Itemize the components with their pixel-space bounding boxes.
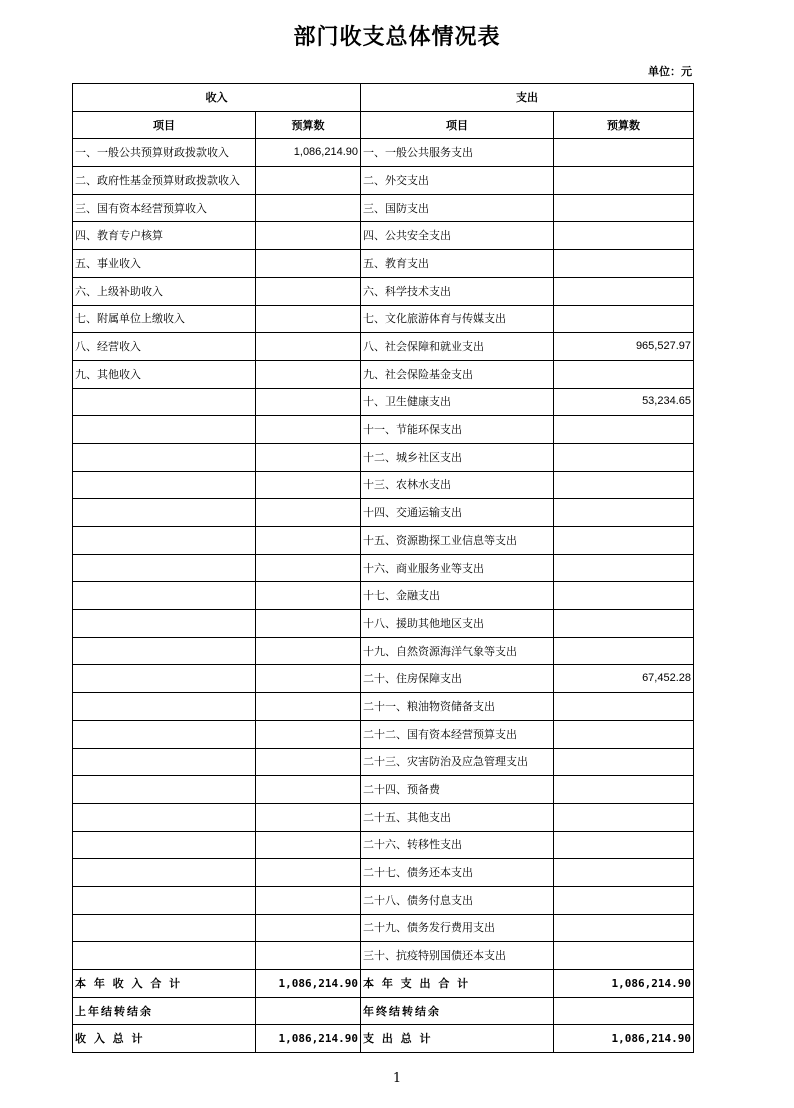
total-income-amount: 1,086,214.90: [256, 970, 361, 998]
income-amount-cell: [256, 416, 361, 444]
income-item-cell: [73, 388, 256, 416]
income-item-cell: 九、其他收入: [73, 360, 256, 388]
expense-item-cell: 十六、商业服务业等支出: [361, 554, 554, 582]
income-amount-cell: [256, 554, 361, 582]
income-amount-cell: [256, 886, 361, 914]
income-amount-cell: [256, 637, 361, 665]
expense-item-cell: 三、国防支出: [361, 194, 554, 222]
expense-amount-cell: [554, 222, 694, 250]
table-row: [73, 582, 694, 610]
expense-item-cell: 二十九、债务发行费用支出: [361, 914, 554, 942]
total-expense-label: 年终结转结余: [361, 997, 554, 1025]
expense-item-cell: 七、文化旅游体育与传媒支出: [361, 305, 554, 333]
expense-amount-cell: 67,452.28: [554, 665, 694, 693]
expense-amount-cell: [554, 942, 694, 970]
table-row: [73, 388, 694, 416]
expense-amount-cell: [554, 637, 694, 665]
expense-item-cell: 八、社会保障和就业支出: [361, 333, 554, 361]
expense-amount-cell: [554, 582, 694, 610]
income-item-cell: [73, 582, 256, 610]
total-income-label: 本 年 收 入 合 计: [73, 970, 256, 998]
expense-amount-cell: [554, 305, 694, 333]
income-item-cell: [73, 471, 256, 499]
table-row: [73, 859, 694, 887]
income-amount-cell: [256, 360, 361, 388]
income-item-cell: [73, 443, 256, 471]
income-amount-cell: [256, 277, 361, 305]
income-header: 收入: [73, 84, 361, 112]
income-item-cell: [73, 693, 256, 721]
income-amount-cell: [256, 499, 361, 527]
total-row: [73, 970, 694, 998]
expense-amount-cell: [554, 527, 694, 555]
expense-item-cell: 二十一、粮油物资储备支出: [361, 693, 554, 721]
income-item-cell: 一、一般公共预算财政拨款收入: [73, 139, 256, 167]
income-item-cell: [73, 942, 256, 970]
table-row: [73, 222, 694, 250]
expense-budget-header: 预算数: [554, 111, 694, 139]
income-item-cell: 六、上级补助收入: [73, 277, 256, 305]
expense-item-cell: 二十八、债务付息支出: [361, 886, 554, 914]
table-row: [73, 610, 694, 638]
income-amount-cell: [256, 803, 361, 831]
income-amount-cell: [256, 527, 361, 555]
header-row: [73, 84, 694, 112]
income-item-cell: [73, 859, 256, 887]
expense-item-cell: 二十三、灾害防治及应急管理支出: [361, 748, 554, 776]
table-row: [73, 167, 694, 195]
income-item-cell: [73, 831, 256, 859]
income-item-cell: [73, 527, 256, 555]
income-item-header: 项目: [73, 111, 256, 139]
table-row: [73, 471, 694, 499]
expense-amount-cell: 53,234.65: [554, 388, 694, 416]
income-item-cell: 四、教育专户核算: [73, 222, 256, 250]
expense-item-cell: 二十七、债务还本支出: [361, 859, 554, 887]
total-income-label: 收 入 总 计: [73, 1025, 256, 1053]
expense-amount-cell: [554, 610, 694, 638]
income-amount-cell: [256, 582, 361, 610]
expense-item-cell: 二十、住房保障支出: [361, 665, 554, 693]
total-income-amount: 1,086,214.90: [256, 1025, 361, 1053]
expense-amount-cell: [554, 831, 694, 859]
income-amount-cell: [256, 859, 361, 887]
table-row: [73, 139, 694, 167]
table-row: [73, 776, 694, 804]
income-amount-cell: [256, 610, 361, 638]
expense-amount-cell: [554, 167, 694, 195]
expense-item-cell: 二十六、转移性支出: [361, 831, 554, 859]
expense-amount-cell: [554, 554, 694, 582]
income-item-cell: [73, 914, 256, 942]
expense-item-cell: 六、科学技术支出: [361, 277, 554, 305]
expense-item-cell: 四、公共安全支出: [361, 222, 554, 250]
table-row: [73, 748, 694, 776]
expense-amount-cell: [554, 720, 694, 748]
income-item-cell: [73, 748, 256, 776]
expense-amount-cell: [554, 360, 694, 388]
income-item-cell: [73, 720, 256, 748]
total-expense-amount: 1,086,214.90: [554, 1025, 694, 1053]
expense-header: 支出: [361, 84, 694, 112]
table-row: [73, 250, 694, 278]
table-row: [73, 942, 694, 970]
total-income-amount: [256, 997, 361, 1025]
total-income-label: 上年结转结余: [73, 997, 256, 1025]
expense-amount-cell: [554, 748, 694, 776]
expense-amount-cell: [554, 886, 694, 914]
expense-amount-cell: [554, 250, 694, 278]
table-row: [73, 499, 694, 527]
expense-item-cell: 十、卫生健康支出: [361, 388, 554, 416]
income-item-cell: [73, 886, 256, 914]
total-expense-amount: [554, 997, 694, 1025]
table-row: [73, 720, 694, 748]
expense-amount-cell: [554, 859, 694, 887]
income-amount-cell: [256, 665, 361, 693]
table-row: [73, 194, 694, 222]
expense-amount-cell: [554, 471, 694, 499]
expense-amount-cell: [554, 139, 694, 167]
expense-item-cell: 一、一般公共服务支出: [361, 139, 554, 167]
table-row: [73, 333, 694, 361]
table-row: [73, 554, 694, 582]
table-row: [73, 886, 694, 914]
total-expense-amount: 1,086,214.90: [554, 970, 694, 998]
expense-item-cell: 十四、交通运输支出: [361, 499, 554, 527]
expense-amount-cell: 965,527.97: [554, 333, 694, 361]
expense-item-cell: 三十、抗疫特别国债还本支出: [361, 942, 554, 970]
income-amount-cell: [256, 388, 361, 416]
table-row: [73, 360, 694, 388]
income-amount-cell: [256, 942, 361, 970]
income-amount-cell: [256, 443, 361, 471]
income-item-cell: [73, 416, 256, 444]
page-number: 1: [392, 1071, 402, 1086]
expense-item-header: 项目: [361, 111, 554, 139]
total-expense-label: 本 年 支 出 合 计: [361, 970, 554, 998]
expense-amount-cell: [554, 194, 694, 222]
table-row: [73, 831, 694, 859]
income-item-cell: 八、经营收入: [73, 333, 256, 361]
total-expense-label: 支 出 总 计: [361, 1025, 554, 1053]
expense-item-cell: 二、外交支出: [361, 167, 554, 195]
income-item-cell: [73, 637, 256, 665]
expense-amount-cell: [554, 277, 694, 305]
income-amount-cell: [256, 914, 361, 942]
expense-item-cell: 十二、城乡社区支出: [361, 443, 554, 471]
expense-amount-cell: [554, 443, 694, 471]
page-title: 部门收支总体情况表: [293, 25, 501, 50]
income-budget-header: 预算数: [256, 111, 361, 139]
table-row: [73, 277, 694, 305]
expense-amount-cell: [554, 499, 694, 527]
expense-item-cell: 十三、农林水支出: [361, 471, 554, 499]
income-item-cell: 二、政府性基金预算财政拨款收入: [73, 167, 256, 195]
income-amount-cell: [256, 305, 361, 333]
table-row: [73, 665, 694, 693]
expense-amount-cell: [554, 914, 694, 942]
expense-item-cell: 十七、金融支出: [361, 582, 554, 610]
expense-item-cell: 二十四、预备费: [361, 776, 554, 804]
income-amount-cell: [256, 831, 361, 859]
expense-item-cell: 九、社会保险基金支出: [361, 360, 554, 388]
expense-item-cell: 十九、自然资源海洋气象等支出: [361, 637, 554, 665]
income-amount-cell: [256, 776, 361, 804]
table-row: [73, 305, 694, 333]
income-amount-cell: [256, 471, 361, 499]
expense-amount-cell: [554, 776, 694, 804]
subheader-row: [73, 111, 694, 139]
income-amount-cell: 1,086,214.90: [256, 139, 361, 167]
income-amount-cell: [256, 222, 361, 250]
total-row: [73, 1025, 694, 1053]
table-row: [73, 914, 694, 942]
expense-item-cell: 二十五、其他支出: [361, 803, 554, 831]
income-amount-cell: [256, 333, 361, 361]
expense-item-cell: 五、教育支出: [361, 250, 554, 278]
income-amount-cell: [256, 748, 361, 776]
expense-item-cell: 十一、节能环保支出: [361, 416, 554, 444]
income-item-cell: 五、事业收入: [73, 250, 256, 278]
income-item-cell: 三、国有资本经营预算收入: [73, 194, 256, 222]
income-item-cell: [73, 665, 256, 693]
income-amount-cell: [256, 167, 361, 195]
table-row: [73, 416, 694, 444]
table-row: [73, 637, 694, 665]
income-item-cell: 七、附属单位上缴收入: [73, 305, 256, 333]
budget-table: [72, 83, 694, 1053]
expense-item-cell: 十八、援助其他地区支出: [361, 610, 554, 638]
table-row: [73, 803, 694, 831]
table-row: [73, 443, 694, 471]
table-row: [73, 693, 694, 721]
income-item-cell: [73, 554, 256, 582]
expense-amount-cell: [554, 693, 694, 721]
income-item-cell: [73, 776, 256, 804]
expense-item-cell: 二十二、国有资本经营预算支出: [361, 720, 554, 748]
income-item-cell: [73, 803, 256, 831]
income-amount-cell: [256, 693, 361, 721]
income-amount-cell: [256, 194, 361, 222]
income-amount-cell: [256, 250, 361, 278]
table-row: [73, 527, 694, 555]
expense-amount-cell: [554, 803, 694, 831]
unit-label: 单位：元: [648, 65, 692, 78]
expense-amount-cell: [554, 416, 694, 444]
income-item-cell: [73, 499, 256, 527]
expense-item-cell: 十五、资源勘探工业信息等支出: [361, 527, 554, 555]
income-amount-cell: [256, 720, 361, 748]
income-item-cell: [73, 610, 256, 638]
total-row: [73, 997, 694, 1025]
